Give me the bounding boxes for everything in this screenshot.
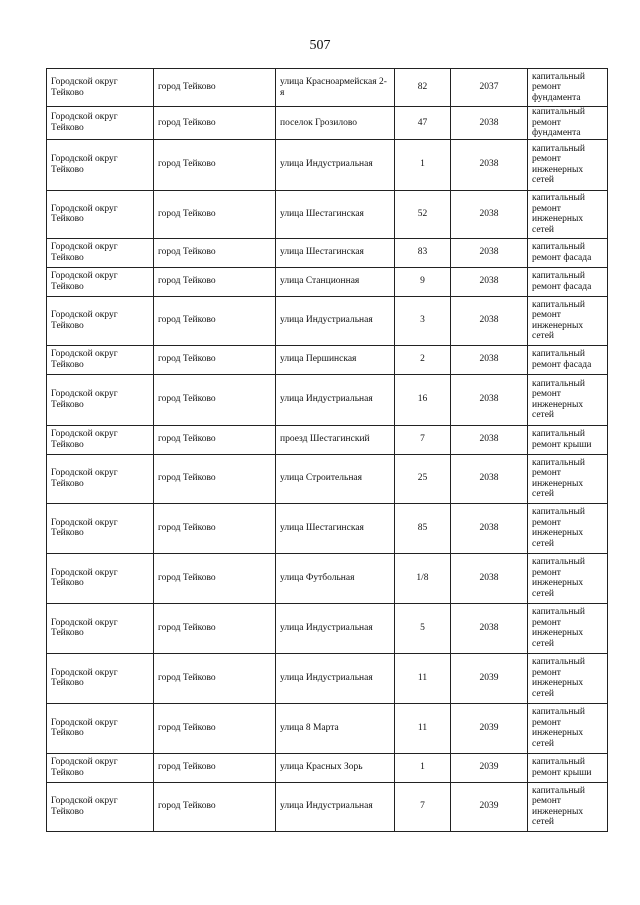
- cell-year: 2038: [451, 107, 528, 140]
- cell-district: Городской округ Тейково: [47, 425, 154, 454]
- cell-work: капитальный ремонт инженерных сетей: [528, 782, 608, 831]
- cell-town: город Тейково: [154, 553, 276, 603]
- table-row: [47, 653, 608, 703]
- cell-work: капитальный ремонт фундамента: [528, 107, 608, 140]
- page-number: 507: [309, 38, 331, 53]
- cell-work: капитальный ремонт фундамента: [528, 69, 608, 107]
- cell-work: капитальный ремонт инженерных сетей: [528, 653, 608, 703]
- cell-house: 16: [395, 374, 451, 425]
- repair-schedule-table: [46, 68, 608, 832]
- cell-year: 2038: [451, 190, 528, 238]
- table-row: [47, 703, 608, 753]
- cell-street: поселок Грозилово: [276, 107, 395, 140]
- cell-street: улица Красноармейская 2-я: [276, 69, 395, 107]
- cell-work: капитальный ремонт инженерных сетей: [528, 703, 608, 753]
- table-row: [47, 69, 608, 107]
- cell-work: капитальный ремонт инженерных сетей: [528, 190, 608, 238]
- cell-street: улица Индустриальная: [276, 139, 395, 190]
- cell-year: 2038: [451, 374, 528, 425]
- cell-year: 2038: [451, 603, 528, 653]
- cell-year: 2037: [451, 69, 528, 107]
- cell-work: капитальный ремонт фасада: [528, 238, 608, 267]
- table-row: [47, 782, 608, 831]
- cell-house: 85: [395, 503, 451, 553]
- cell-town: город Тейково: [154, 139, 276, 190]
- cell-town: город Тейково: [154, 703, 276, 753]
- cell-work: капитальный ремонт инженерных сетей: [528, 296, 608, 345]
- table-row: [47, 753, 608, 782]
- table-row: [47, 238, 608, 267]
- cell-street: улица Индустриальная: [276, 653, 395, 703]
- table-row: [47, 553, 608, 603]
- cell-work: капитальный ремонт фасада: [528, 267, 608, 296]
- cell-year: 2038: [451, 454, 528, 503]
- cell-year: 2039: [451, 753, 528, 782]
- table-row: [47, 503, 608, 553]
- cell-year: 2038: [451, 267, 528, 296]
- cell-work: капитальный ремонт инженерных сетей: [528, 454, 608, 503]
- cell-street: улица Шестагинская: [276, 238, 395, 267]
- cell-street: улица Индустриальная: [276, 603, 395, 653]
- table-row: [47, 454, 608, 503]
- cell-town: город Тейково: [154, 753, 276, 782]
- table-row: [47, 190, 608, 238]
- table-row: [47, 425, 608, 454]
- cell-town: город Тейково: [154, 782, 276, 831]
- cell-town: город Тейково: [154, 503, 276, 553]
- cell-street: улица Строительная: [276, 454, 395, 503]
- cell-work: капитальный ремонт крыши: [528, 753, 608, 782]
- cell-year: 2038: [451, 503, 528, 553]
- cell-town: город Тейково: [154, 107, 276, 140]
- cell-street: улица Индустриальная: [276, 374, 395, 425]
- cell-street: улица Футбольная: [276, 553, 395, 603]
- cell-work: капитальный ремонт инженерных сетей: [528, 503, 608, 553]
- cell-district: Городской округ Тейково: [47, 267, 154, 296]
- cell-town: город Тейково: [154, 238, 276, 267]
- cell-district: Городской округ Тейково: [47, 753, 154, 782]
- table-row: [47, 267, 608, 296]
- cell-year: 2038: [451, 425, 528, 454]
- cell-street: улица Индустриальная: [276, 782, 395, 831]
- cell-house: 25: [395, 454, 451, 503]
- cell-district: Городской округ Тейково: [47, 139, 154, 190]
- cell-district: Городской округ Тейково: [47, 653, 154, 703]
- cell-town: город Тейково: [154, 345, 276, 374]
- cell-district: Городской округ Тейково: [47, 454, 154, 503]
- table-row: [47, 345, 608, 374]
- cell-house: 52: [395, 190, 451, 238]
- table-row: [47, 107, 608, 140]
- cell-town: город Тейково: [154, 374, 276, 425]
- cell-street: улица Шестагинская: [276, 503, 395, 553]
- cell-town: город Тейково: [154, 190, 276, 238]
- table-row: [47, 603, 608, 653]
- cell-house: 2: [395, 345, 451, 374]
- cell-house: 5: [395, 603, 451, 653]
- cell-district: Городской округ Тейково: [47, 503, 154, 553]
- table-row: [47, 296, 608, 345]
- cell-house: 83: [395, 238, 451, 267]
- cell-district: Городской округ Тейково: [47, 374, 154, 425]
- cell-district: Городской округ Тейково: [47, 345, 154, 374]
- cell-house: 7: [395, 425, 451, 454]
- cell-house: 1/8: [395, 553, 451, 603]
- cell-house: 7: [395, 782, 451, 831]
- cell-town: город Тейково: [154, 653, 276, 703]
- cell-house: 11: [395, 703, 451, 753]
- cell-house: 1: [395, 753, 451, 782]
- cell-work: капитальный ремонт инженерных сетей: [528, 139, 608, 190]
- cell-year: 2039: [451, 782, 528, 831]
- cell-year: 2039: [451, 703, 528, 753]
- table-row: [47, 374, 608, 425]
- cell-district: Городской округ Тейково: [47, 782, 154, 831]
- cell-district: Городской округ Тейково: [47, 238, 154, 267]
- cell-district: Городской округ Тейково: [47, 107, 154, 140]
- cell-work: капитальный ремонт инженерных сетей: [528, 603, 608, 653]
- cell-street: улица Станционная: [276, 267, 395, 296]
- cell-street: улица Красных Зорь: [276, 753, 395, 782]
- cell-town: город Тейково: [154, 69, 276, 107]
- cell-street: проезд Шестагинский: [276, 425, 395, 454]
- cell-house: 47: [395, 107, 451, 140]
- table-body: [47, 69, 608, 832]
- cell-town: город Тейково: [154, 296, 276, 345]
- cell-district: Городской округ Тейково: [47, 69, 154, 107]
- cell-town: город Тейково: [154, 603, 276, 653]
- table-row: [47, 139, 608, 190]
- cell-year: 2039: [451, 653, 528, 703]
- cell-year: 2038: [451, 345, 528, 374]
- cell-district: Городской округ Тейково: [47, 603, 154, 653]
- cell-house: 82: [395, 69, 451, 107]
- cell-district: Городской округ Тейково: [47, 553, 154, 603]
- cell-street: улица 8 Марта: [276, 703, 395, 753]
- cell-district: Городской округ Тейково: [47, 296, 154, 345]
- cell-street: улица Индустриальная: [276, 296, 395, 345]
- cell-house: 9: [395, 267, 451, 296]
- cell-year: 2038: [451, 296, 528, 345]
- cell-year: 2038: [451, 238, 528, 267]
- cell-town: город Тейково: [154, 425, 276, 454]
- cell-house: 11: [395, 653, 451, 703]
- cell-house: 3: [395, 296, 451, 345]
- cell-district: Городской округ Тейково: [47, 703, 154, 753]
- cell-street: улица Першинская: [276, 345, 395, 374]
- cell-town: город Тейково: [154, 454, 276, 503]
- cell-street: улица Шестагинская: [276, 190, 395, 238]
- cell-work: капитальный ремонт фасада: [528, 345, 608, 374]
- cell-work: капитальный ремонт крыши: [528, 425, 608, 454]
- cell-town: город Тейково: [154, 267, 276, 296]
- cell-district: Городской округ Тейково: [47, 190, 154, 238]
- cell-year: 2038: [451, 553, 528, 603]
- cell-year: 2038: [451, 139, 528, 190]
- cell-work: капитальный ремонт инженерных сетей: [528, 553, 608, 603]
- cell-work: капитальный ремонт инженерных сетей: [528, 374, 608, 425]
- cell-house: 1: [395, 139, 451, 190]
